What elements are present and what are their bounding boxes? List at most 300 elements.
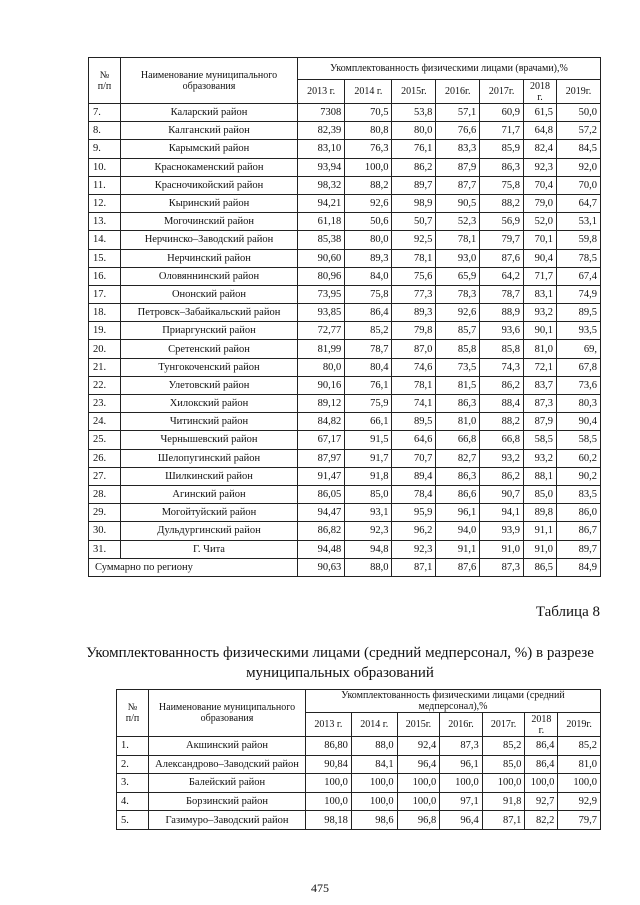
staffing-value: 77,3: [392, 285, 436, 303]
year-header: 2015г.: [392, 80, 436, 104]
staffing-value: 87,9: [524, 413, 557, 431]
row-number: 25.: [89, 431, 121, 449]
col-group-header: Укомплектованность физическими лицами (средний медперсонал),%: [306, 690, 601, 713]
page-number: 475: [311, 881, 329, 895]
staffing-value: 73,6: [557, 376, 601, 394]
row-number: 19.: [89, 322, 121, 340]
staffing-value: 85,9: [480, 140, 524, 158]
staffing-value: 57,1: [436, 104, 480, 122]
district-name: Александрово–Заводский район: [149, 755, 306, 774]
staffing-value: 80,0: [298, 358, 345, 376]
staffing-value: 100,0: [525, 774, 558, 793]
staffing-value: 85,2: [345, 322, 392, 340]
staffing-value: 74,1: [392, 395, 436, 413]
staffing-value: 88,2: [480, 194, 524, 212]
staffing-value: 98,32: [298, 176, 345, 194]
staffing-value: 81,0: [558, 755, 601, 774]
staffing-value: 88,1: [524, 467, 557, 485]
summary-value: 86,5: [524, 558, 557, 576]
staffing-value: 94,0: [436, 522, 480, 540]
staffing-value: 100,0: [558, 774, 601, 793]
staffing-value: 92,9: [558, 792, 601, 811]
staffing-value: 75,9: [345, 395, 392, 413]
year-header: 2018 г.: [525, 713, 558, 737]
staffing-value: 70,7: [392, 449, 436, 467]
summary-value: 84,9: [557, 558, 601, 576]
district-name: Приаргунский район: [121, 322, 298, 340]
staffing-value: 64,8: [524, 122, 557, 140]
staffing-value: 90,4: [557, 413, 601, 431]
district-name: Ононский район: [121, 285, 298, 303]
staffing-value: 84,1: [351, 755, 397, 774]
staffing-value: 91,8: [345, 467, 392, 485]
table-row: [89, 358, 601, 376]
staffing-value: 88,2: [480, 413, 524, 431]
staffing-value: 76,1: [392, 140, 436, 158]
staffing-value: 79,7: [480, 231, 524, 249]
staffing-value: 75,6: [392, 267, 436, 285]
district-name: Красночикойский район: [121, 176, 298, 194]
staffing-value: 66,1: [345, 413, 392, 431]
staffing-value: 87,3: [440, 737, 483, 756]
staffing-value: 93,6: [480, 322, 524, 340]
staffing-value: 61,18: [298, 213, 345, 231]
district-name: Шилкинский район: [121, 467, 298, 485]
staffing-value: 75,8: [480, 176, 524, 194]
table-row: [89, 140, 601, 158]
staffing-value: 67,4: [557, 267, 601, 285]
staffing-value: 100,0: [440, 774, 483, 793]
staffing-value: 90,5: [436, 194, 480, 212]
table-row: [89, 522, 601, 540]
staffing-value: 73,5: [436, 358, 480, 376]
staffing-value: 86,80: [306, 737, 352, 756]
district-name: Краснокаменский район: [121, 158, 298, 176]
col-num-header: № п/п: [117, 690, 149, 737]
staffing-value: 52,0: [524, 213, 557, 231]
staffing-value: 90,84: [306, 755, 352, 774]
staffing-value: 90,7: [480, 485, 524, 503]
staffing-value: 57,2: [557, 122, 601, 140]
row-number: 7.: [89, 104, 121, 122]
table-row: [89, 249, 601, 267]
staffing-value: 100,0: [397, 792, 440, 811]
staffing-value: 70,0: [557, 176, 601, 194]
staffing-value: 94,8: [345, 540, 392, 558]
table-row: [117, 755, 601, 774]
staffing-value: 64,7: [557, 194, 601, 212]
staffing-value: 96,4: [397, 755, 440, 774]
table-row: [89, 467, 601, 485]
table-row: [117, 774, 601, 793]
staffing-value: 84,5: [557, 140, 601, 158]
row-number: 2.: [117, 755, 149, 774]
staffing-value: 89,3: [345, 249, 392, 267]
row-number: 28.: [89, 485, 121, 503]
district-name: Читинский район: [121, 413, 298, 431]
district-name: Газимуро–Заводский район: [149, 811, 306, 830]
staffing-value: 71,7: [480, 122, 524, 140]
staffing-value: 67,17: [298, 431, 345, 449]
staffing-value: 80,8: [345, 122, 392, 140]
staffing-value: 96,4: [440, 811, 483, 830]
staffing-value: 88,9: [480, 304, 524, 322]
staffing-value: 91,0: [524, 540, 557, 558]
staffing-value: 64,2: [480, 267, 524, 285]
staffing-value: 90,16: [298, 376, 345, 394]
table-title: Укомплектованность физическими лицами (средний медперсонал, %) в разрезе муниципальных образований: [86, 645, 594, 681]
staffing-value: 100,0: [306, 792, 352, 811]
staffing-value: 98,6: [351, 811, 397, 830]
district-name: Могойтуйский район: [121, 504, 298, 522]
staffing-value: 79,8: [392, 322, 436, 340]
staffing-value: 85,0: [345, 485, 392, 503]
staffing-value: 86,3: [436, 467, 480, 485]
staffing-value: 83,1: [524, 285, 557, 303]
district-name: Петровск–Забайкальский район: [121, 304, 298, 322]
district-name: Каларский район: [121, 104, 298, 122]
staffing-value: 83,3: [436, 140, 480, 158]
staffing-value: 89,3: [392, 304, 436, 322]
staffing-value: 74,3: [480, 358, 524, 376]
staffing-value: 80,96: [298, 267, 345, 285]
staffing-value: 96,2: [392, 522, 436, 540]
year-header: 2019г.: [557, 80, 601, 104]
staffing-value: 88,4: [480, 395, 524, 413]
staffing-value: 86,82: [298, 522, 345, 540]
row-number: 27.: [89, 467, 121, 485]
staffing-value: 88,2: [345, 176, 392, 194]
table-row: [89, 213, 601, 231]
staffing-value: 88,0: [351, 737, 397, 756]
district-name: Нерчинско–Заводский район: [121, 231, 298, 249]
district-name: Дульдургинский район: [121, 522, 298, 540]
staffing-value: 91,0: [480, 540, 524, 558]
staffing-value: 96,1: [436, 504, 480, 522]
row-number: 29.: [89, 504, 121, 522]
staffing-value: 98,9: [392, 194, 436, 212]
staffing-value: 90,1: [524, 322, 557, 340]
staffing-value: 70,5: [345, 104, 392, 122]
staffing-value: 78,4: [392, 485, 436, 503]
staffing-value: 96,1: [440, 755, 483, 774]
district-name: Оловяннинский район: [121, 267, 298, 285]
staffing-value: 53,1: [557, 213, 601, 231]
staffing-value: 91,7: [345, 449, 392, 467]
staffing-value: 81,99: [298, 340, 345, 358]
staffing-value: 100,0: [482, 774, 525, 793]
staffing-value: 86,4: [525, 737, 558, 756]
staffing-value: 82,39: [298, 122, 345, 140]
staffing-value: 66,8: [480, 431, 524, 449]
staffing-value: 87,6: [480, 249, 524, 267]
col-group-header: Укомплектованность физическими лицами (врачами),%: [298, 58, 601, 80]
staffing-value: 7308: [298, 104, 345, 122]
year-header: 2014 г.: [351, 713, 397, 737]
table-row: [117, 792, 601, 811]
staffing-value: 100,0: [345, 158, 392, 176]
staffing-value: 81,5: [436, 376, 480, 394]
col-name-header: Наименование муниципального образования: [121, 58, 298, 104]
staffing-value: 82,4: [524, 140, 557, 158]
staffing-value: 86,2: [392, 158, 436, 176]
staffing-value: 78,1: [392, 249, 436, 267]
col-name-header: Наименование муниципального образования: [149, 690, 306, 737]
staffing-value: 86,4: [345, 304, 392, 322]
year-header: 2017г.: [480, 80, 524, 104]
table-row: [89, 285, 601, 303]
staffing-value: 66,8: [436, 431, 480, 449]
staffing-value: 96,8: [397, 811, 440, 830]
staffing-value: 81,0: [436, 413, 480, 431]
table-row: [89, 231, 601, 249]
row-number: 5.: [117, 811, 149, 830]
summary-value: 87,6: [436, 558, 480, 576]
staffing-value: 74,9: [557, 285, 601, 303]
staffing-value: 94,1: [480, 504, 524, 522]
staffing-value: 74,6: [392, 358, 436, 376]
staffing-doctors-table: [88, 57, 601, 577]
col-num-header: № п/п: [89, 58, 121, 104]
staffing-value: 86,3: [480, 158, 524, 176]
staffing-value: 93,2: [524, 449, 557, 467]
staffing-value: 92,5: [392, 231, 436, 249]
row-number: 16.: [89, 267, 121, 285]
staffing-value: 93,9: [480, 522, 524, 540]
staffing-value: 89,5: [392, 413, 436, 431]
staffing-value: 97,1: [440, 792, 483, 811]
row-number: 26.: [89, 449, 121, 467]
staffing-value: 87,9: [436, 158, 480, 176]
table-row: [89, 449, 601, 467]
staffing-value: 78,5: [557, 249, 601, 267]
staffing-value: 93,1: [345, 504, 392, 522]
staffing-value: 100,0: [306, 774, 352, 793]
staffing-value: 91,1: [524, 522, 557, 540]
row-number: 18.: [89, 304, 121, 322]
staffing-value: 89,12: [298, 395, 345, 413]
staffing-value: 85,7: [436, 322, 480, 340]
staffing-value: 89,4: [392, 467, 436, 485]
table-row: [89, 304, 601, 322]
staffing-value: 92,6: [436, 304, 480, 322]
staffing-value: 60,9: [480, 104, 524, 122]
staffing-value: 60,2: [557, 449, 601, 467]
staffing-value: 93,0: [436, 249, 480, 267]
year-header: 2017г.: [482, 713, 525, 737]
staffing-value: 50,7: [392, 213, 436, 231]
row-number: 24.: [89, 413, 121, 431]
row-number: 9.: [89, 140, 121, 158]
staffing-value: 100,0: [397, 774, 440, 793]
row-number: 15.: [89, 249, 121, 267]
year-header: 2019г.: [558, 713, 601, 737]
staffing-value: 89,7: [557, 540, 601, 558]
year-header: 2014 г.: [345, 80, 392, 104]
table-row: [89, 122, 601, 140]
staffing-value: 85,8: [436, 340, 480, 358]
table-row: [89, 431, 601, 449]
year-header: 2018 г.: [524, 80, 557, 104]
table-row: [89, 322, 601, 340]
table-caption: Таблица 8: [535, 604, 600, 620]
staffing-value: 83,5: [557, 485, 601, 503]
district-name: Чернышевский район: [121, 431, 298, 449]
row-number: 11.: [89, 176, 121, 194]
table-row: [89, 540, 601, 558]
staffing-value: 92,3: [524, 158, 557, 176]
row-number: 10.: [89, 158, 121, 176]
table-row: [89, 158, 601, 176]
year-header: 2013 г.: [306, 713, 352, 737]
staffing-value: 87,7: [436, 176, 480, 194]
district-name: Акшинский район: [149, 737, 306, 756]
staffing-value: 91,5: [345, 431, 392, 449]
staffing-value: 80,0: [345, 231, 392, 249]
staffing-value: 58,5: [524, 431, 557, 449]
summary-value: 87,3: [480, 558, 524, 576]
staffing-value: 70,4: [524, 176, 557, 194]
staffing-value: 90,4: [524, 249, 557, 267]
staffing-value: 80,3: [557, 395, 601, 413]
row-number: 17.: [89, 285, 121, 303]
staffing-value: 85,38: [298, 231, 345, 249]
staffing-value: 78,3: [436, 285, 480, 303]
year-header: 2016г.: [440, 713, 483, 737]
staffing-value: 67,8: [557, 358, 601, 376]
table-row: [89, 485, 601, 503]
row-number: 1.: [117, 737, 149, 756]
staffing-value: 87,1: [482, 811, 525, 830]
district-name: Борзинский район: [149, 792, 306, 811]
summary-value: 87,1: [392, 558, 436, 576]
staffing-value: 82,2: [525, 811, 558, 830]
staffing-value: 84,0: [345, 267, 392, 285]
staffing-value: 92,7: [525, 792, 558, 811]
row-number: 20.: [89, 340, 121, 358]
district-name: Сретенский район: [121, 340, 298, 358]
staffing-value: 70,1: [524, 231, 557, 249]
staffing-value: 86,2: [480, 376, 524, 394]
district-name: Агинский район: [121, 485, 298, 503]
row-number: 13.: [89, 213, 121, 231]
district-name: Кыринский район: [121, 194, 298, 212]
staffing-value: 58,5: [557, 431, 601, 449]
staffing-value: 64,6: [392, 431, 436, 449]
district-name: Балейский район: [149, 774, 306, 793]
staffing-value: 86,7: [557, 522, 601, 540]
row-number: 21.: [89, 358, 121, 376]
summary-row: [89, 558, 601, 576]
staffing-value: 84,82: [298, 413, 345, 431]
staffing-value: 69,: [557, 340, 601, 358]
district-name: Шелопугинский район: [121, 449, 298, 467]
staffing-value: 80,4: [345, 358, 392, 376]
staffing-value: 89,7: [392, 176, 436, 194]
row-number: 31.: [89, 540, 121, 558]
district-name: Тунгокоченский район: [121, 358, 298, 376]
staffing-value: 85,2: [558, 737, 601, 756]
district-name: Могочинский район: [121, 213, 298, 231]
staffing-value: 93,2: [480, 449, 524, 467]
staffing-value: 92,3: [392, 540, 436, 558]
staffing-value: 79,7: [558, 811, 601, 830]
staffing-value: 87,3: [524, 395, 557, 413]
staffing-value: 73,95: [298, 285, 345, 303]
staffing-value: 89,5: [557, 304, 601, 322]
staffing-value: 89,8: [524, 504, 557, 522]
table-row: [89, 395, 601, 413]
table-row: [89, 194, 601, 212]
staffing-value: 80,0: [392, 122, 436, 140]
table-row: [89, 504, 601, 522]
table-row: [89, 104, 601, 122]
staffing-value: 86,2: [480, 467, 524, 485]
table-row: [117, 737, 601, 756]
staffing-value: 76,1: [345, 376, 392, 394]
staffing-value: 50,6: [345, 213, 392, 231]
row-number: 8.: [89, 122, 121, 140]
table-row: [89, 267, 601, 285]
staffing-value: 86,4: [525, 755, 558, 774]
staffing-value: 82,7: [436, 449, 480, 467]
staffing-value: 78,1: [392, 376, 436, 394]
staffing-value: 94,48: [298, 540, 345, 558]
staffing-value: 50,0: [557, 104, 601, 122]
staffing-value: 94,47: [298, 504, 345, 522]
staffing-value: 100,0: [351, 792, 397, 811]
row-number: 22.: [89, 376, 121, 394]
staffing-value: 76,6: [436, 122, 480, 140]
table-row: [89, 376, 601, 394]
staffing-value: 93,2: [524, 304, 557, 322]
district-name: Нерчинский район: [121, 249, 298, 267]
staffing-value: 52,3: [436, 213, 480, 231]
staffing-value: 76,3: [345, 140, 392, 158]
staffing-nurses-table: [116, 689, 601, 830]
staffing-value: 72,1: [524, 358, 557, 376]
row-number: 4.: [117, 792, 149, 811]
staffing-value: 100,0: [351, 774, 397, 793]
table-row: [89, 176, 601, 194]
summary-value: 90,63: [298, 558, 345, 576]
district-name: Калганский район: [121, 122, 298, 140]
staffing-value: 81,0: [524, 340, 557, 358]
staffing-value: 56,9: [480, 213, 524, 231]
staffing-value: 85,2: [482, 737, 525, 756]
row-number: 30.: [89, 522, 121, 540]
staffing-value: 83,7: [524, 376, 557, 394]
summary-label: Суммарно по региону: [89, 558, 298, 576]
staffing-value: 92,0: [557, 158, 601, 176]
staffing-value: 83,10: [298, 140, 345, 158]
district-name: Г. Чита: [121, 540, 298, 558]
staffing-value: 92,4: [397, 737, 440, 756]
staffing-value: 78,7: [480, 285, 524, 303]
staffing-value: 85,8: [480, 340, 524, 358]
staffing-value: 85,0: [482, 755, 525, 774]
staffing-value: 86,05: [298, 485, 345, 503]
staffing-value: 53,8: [392, 104, 436, 122]
staffing-value: 78,1: [436, 231, 480, 249]
staffing-value: 93,5: [557, 322, 601, 340]
staffing-value: 90,60: [298, 249, 345, 267]
staffing-value: 85,0: [524, 485, 557, 503]
staffing-value: 75,8: [345, 285, 392, 303]
staffing-value: 92,3: [345, 522, 392, 540]
table-row: [117, 811, 601, 830]
staffing-value: 79,0: [524, 194, 557, 212]
